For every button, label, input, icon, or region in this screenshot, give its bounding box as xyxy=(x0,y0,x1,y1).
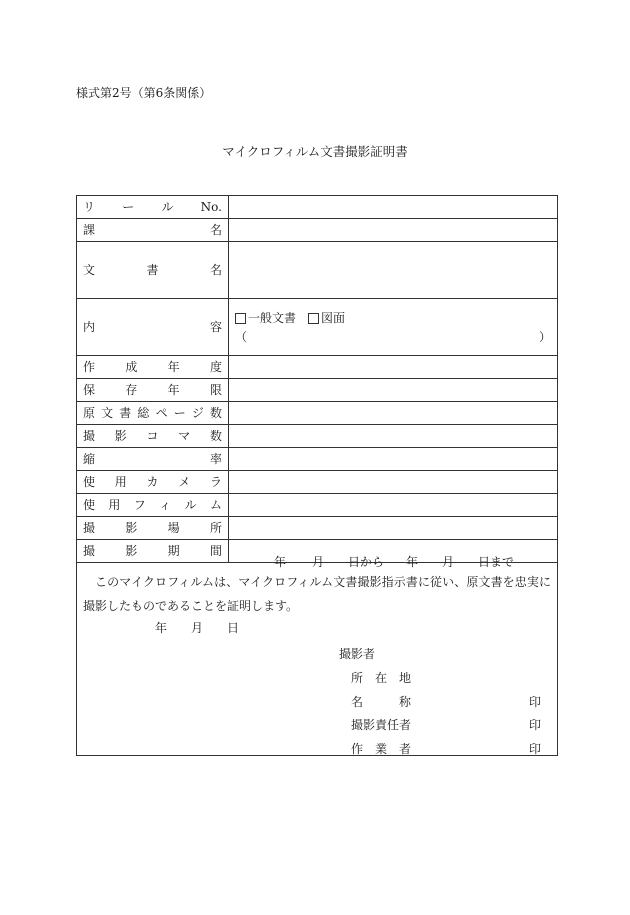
row-document-name xyxy=(77,242,558,299)
value-reduction-ratio[interactable] xyxy=(229,448,558,471)
operator-seal: 印 xyxy=(529,742,542,756)
row-reel-no xyxy=(77,196,558,219)
name-label: 名 称 xyxy=(351,695,412,709)
document-title: マイクロフィルム文書撮影証明書 xyxy=(222,144,408,159)
label-location: 撮 影 場 所 xyxy=(77,517,229,540)
value-period[interactable]: 年 月 日から 年 月 日まで xyxy=(229,540,558,563)
checkbox-drawing[interactable] xyxy=(308,313,319,324)
value-document-name[interactable] xyxy=(229,242,558,299)
responsible-seal: 印 xyxy=(529,718,542,732)
value-location[interactable] xyxy=(229,517,558,540)
contents-other-field[interactable]: （ ） xyxy=(235,330,551,344)
value-frame-count[interactable] xyxy=(229,425,558,448)
row-certification xyxy=(77,563,558,756)
checkbox-general-document[interactable] xyxy=(235,313,246,324)
certification-statement: このマイクロフィルムは、マイクロフィルム文書撮影指示書に従い、原文書を忠実に撮影したものであることを証明します。 xyxy=(83,575,551,613)
label-period: 撮 影 期 間 xyxy=(77,540,229,563)
value-reel-no[interactable] xyxy=(229,196,558,219)
certification-block: このマイクロフィルムは、マイクロフィルム文書撮影指示書に従い、原文書を忠実に撮影したものであることを証明します。 年 月 日 撮影者 所 在 地 名 称 印 撮影責任者 印 作 業 者 印 xyxy=(77,563,558,756)
row-retention-period xyxy=(77,379,558,402)
label-retention-period: 保 存 年 限 xyxy=(77,379,229,402)
option-drawing[interactable]: 図面 xyxy=(308,309,345,327)
row-reduction-ratio xyxy=(77,448,558,471)
value-film[interactable] xyxy=(229,494,558,517)
label-contents: 内 容 xyxy=(77,299,229,356)
label-reduction-ratio: 縮 率 xyxy=(77,448,229,471)
label-creation-year: 作 成 年 度 xyxy=(77,356,229,379)
value-original-pages[interactable] xyxy=(229,402,558,425)
label-original-pages: 原 文 書 総 ペ ー ジ 数 xyxy=(77,402,229,425)
row-film xyxy=(77,494,558,517)
address-label: 所 在 地 xyxy=(351,671,412,685)
option-general-document[interactable]: 一般文書 xyxy=(235,309,296,327)
form-number: 様式第2号（第6条関係） xyxy=(76,86,212,100)
row-location xyxy=(77,517,558,540)
certificate-table xyxy=(76,195,558,756)
label-section-name: 課 名 xyxy=(77,219,229,242)
value-contents xyxy=(229,299,558,356)
label-film: 使 用 フ ィ ル ム xyxy=(77,494,229,517)
row-frame-count xyxy=(77,425,558,448)
photographer-heading: 撮影者 xyxy=(339,647,376,661)
label-camera: 使 用 カ メ ラ xyxy=(77,471,229,494)
row-section-name xyxy=(77,219,558,242)
row-period xyxy=(77,540,558,563)
value-section-name[interactable] xyxy=(229,219,558,242)
operator-label: 作 業 者 xyxy=(351,742,412,756)
row-original-pages xyxy=(77,402,558,425)
responsible-label: 撮影責任者 xyxy=(351,718,412,732)
label-frame-count: 撮 影 コ マ 数 xyxy=(77,425,229,448)
label-reel-no: リ ー ル No. xyxy=(77,196,229,219)
label-document-name: 文 書 名 xyxy=(77,242,229,299)
value-camera[interactable] xyxy=(229,471,558,494)
value-creation-year[interactable] xyxy=(229,356,558,379)
row-creation-year xyxy=(77,356,558,379)
name-seal: 印 xyxy=(529,695,542,709)
row-camera xyxy=(77,471,558,494)
value-retention-period[interactable] xyxy=(229,379,558,402)
row-contents xyxy=(77,299,558,356)
